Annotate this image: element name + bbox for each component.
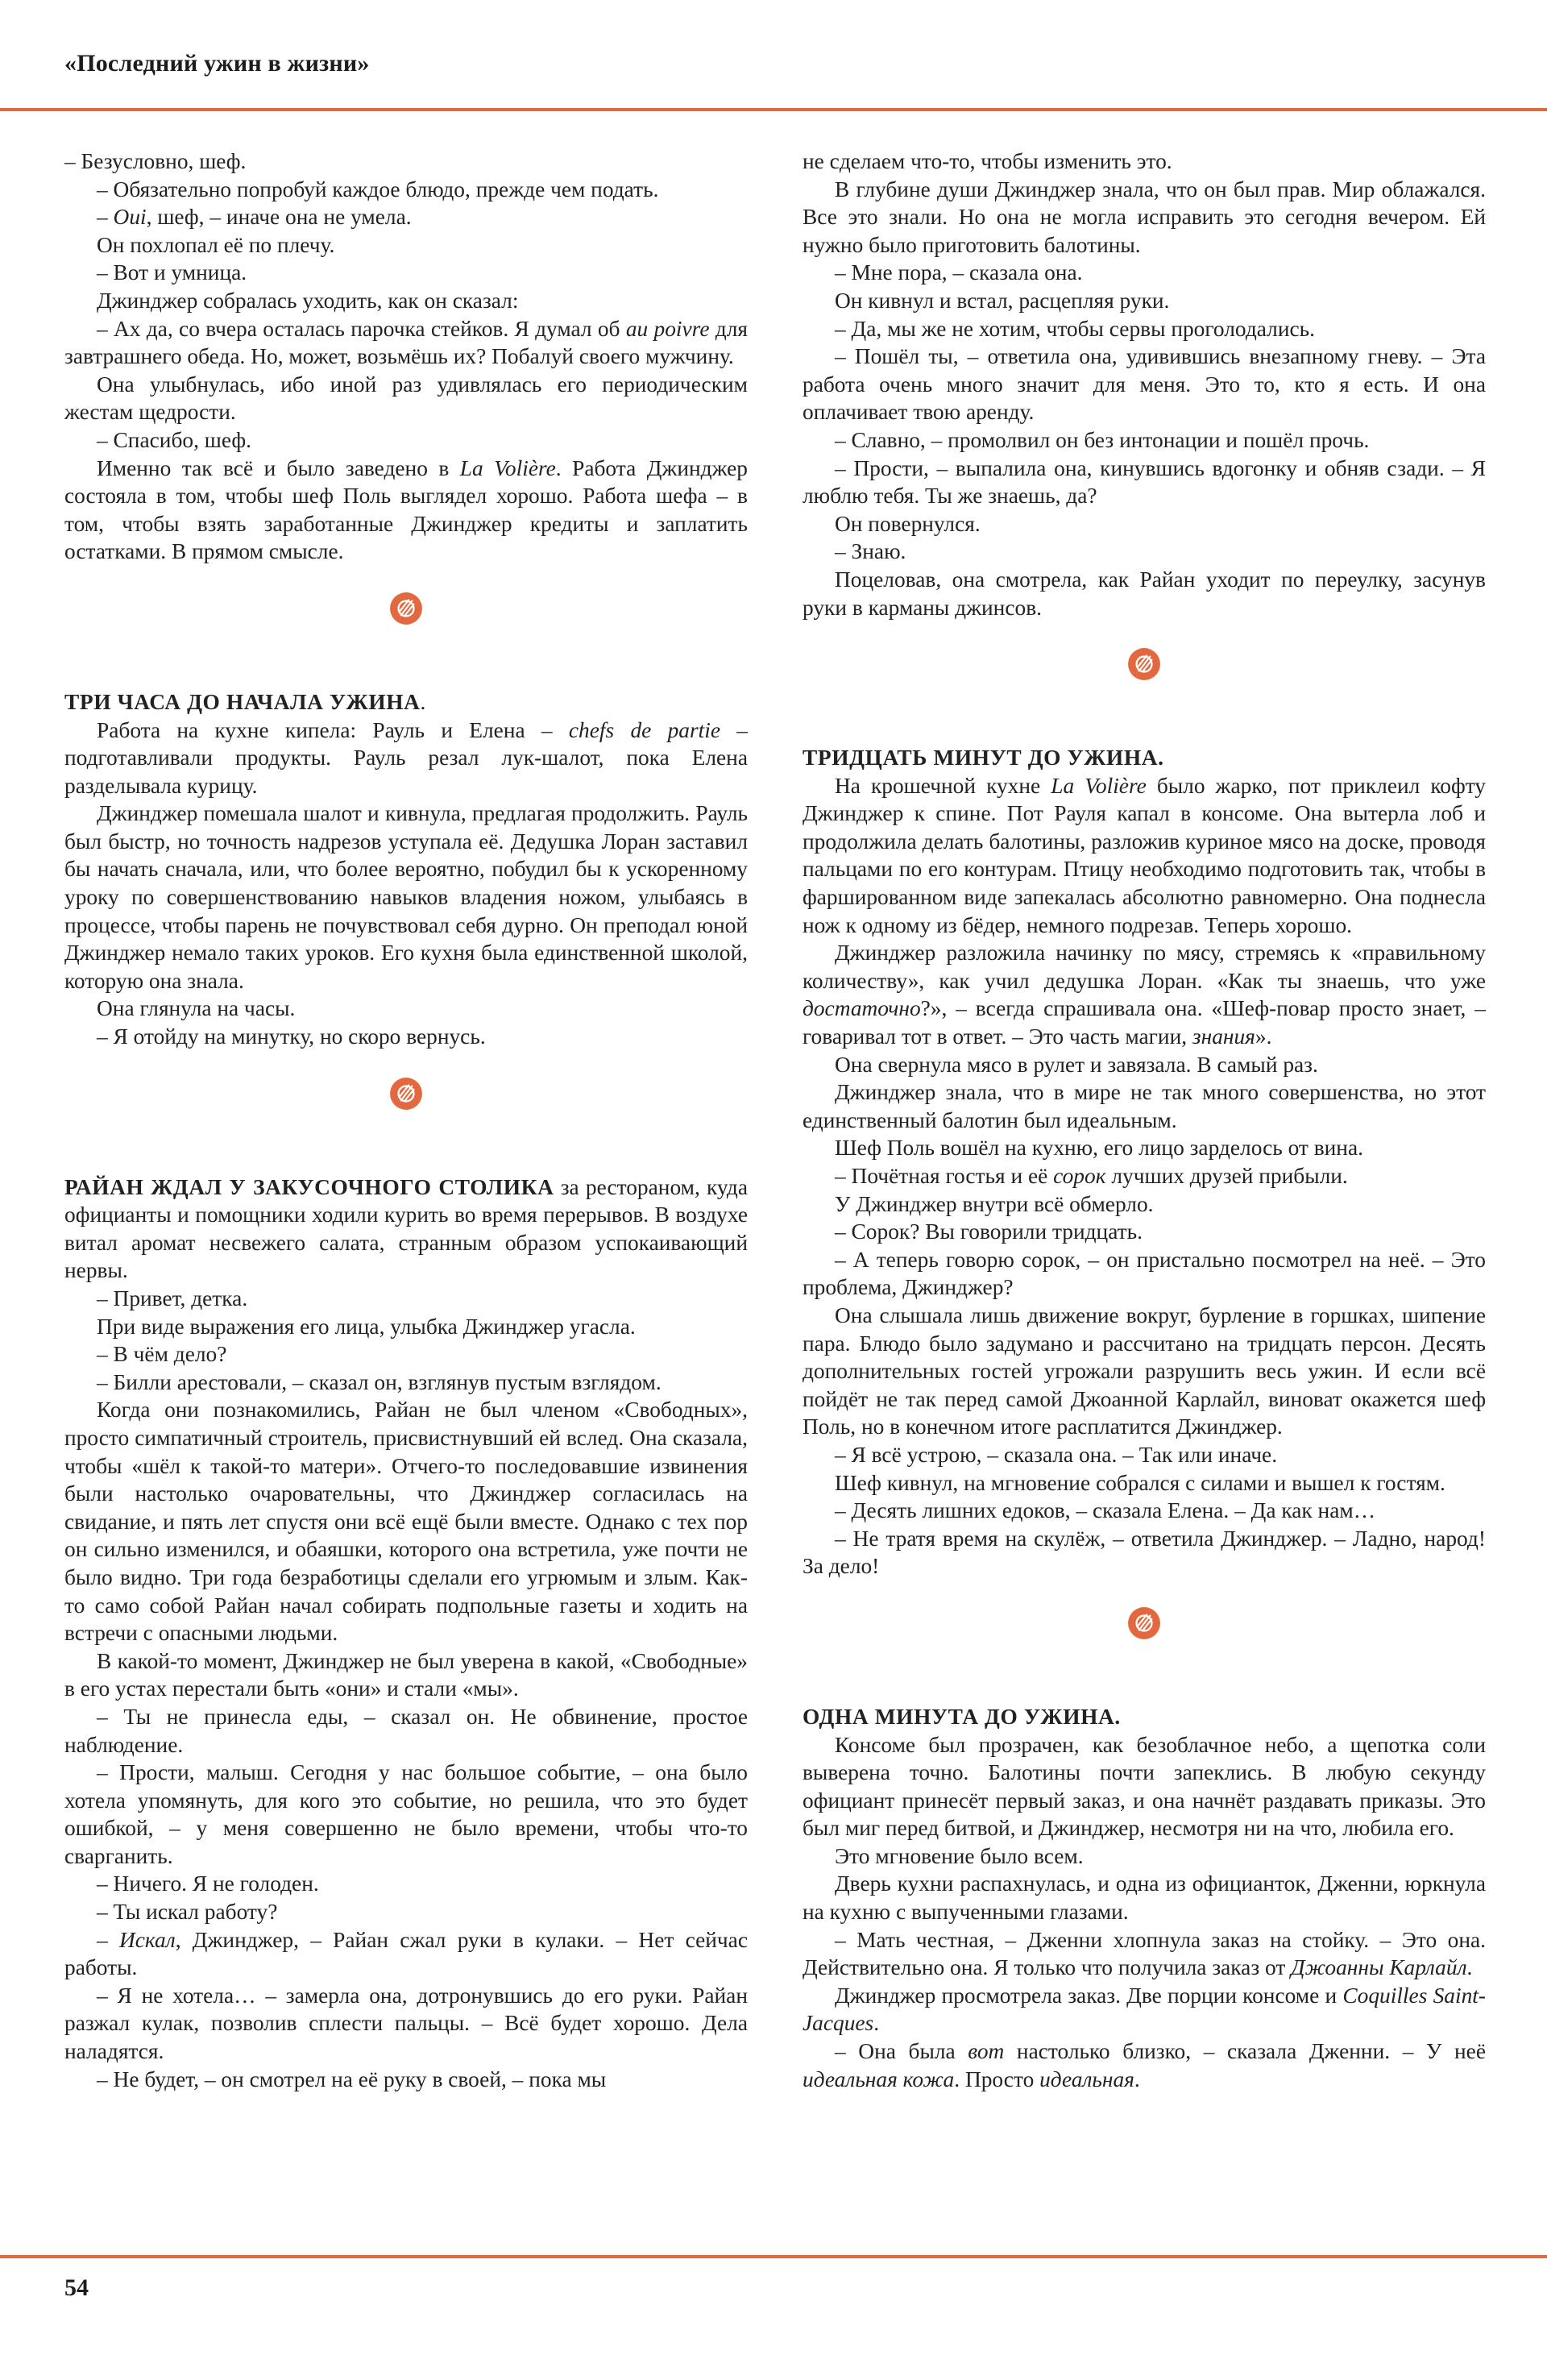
paragraph bbox=[64, 716, 748, 800]
text-run: Когда они познакомились, Райан не был членом «Свободных», просто симпатичный строитель, присвистнувший ей вслед. Она сказала, чтобы «шёл к такой-то матери». Отчего-то последовавшие извинения были настолько очаровательны, что Джинджер согласилась на свидание, и пять лет спустя они всё ещё были вместе. Однако с тех пор он сильно изменился, и обаяшки, которого она встретила, уже почти не было видно. Три года безработицы сделали его угрюмым и злым. Как-то само собой Райан начал собирать подпольные газеты и ходить на встречи с опасными людьми. bbox=[64, 1398, 748, 1646]
text-run: за рестораном, куда официанты и помощники ходили курить во время перерывов. В воздухе витал аромат несвежего салата, странным образом успокаивающий нервы. bbox=[64, 1174, 748, 1283]
text-run: настолько близко, – сказала Дженни. – У неё bbox=[1004, 2039, 1486, 2064]
text-run: Джинджер знала, что в мире не так много совершенства, но этот единственный балотин был идеальным. bbox=[803, 1080, 1486, 1132]
text-run: – bbox=[97, 205, 114, 230]
text-run: Она свернула мясо в рулет и завязала. В самый раз. bbox=[835, 1052, 1318, 1077]
paragraph bbox=[64, 147, 748, 176]
left-column bbox=[64, 147, 748, 2093]
text-run: Джинджер собралась уходить, как он сказал: bbox=[97, 288, 519, 313]
paragraph bbox=[803, 566, 1486, 621]
right-column bbox=[803, 147, 1486, 2093]
paragraph bbox=[64, 203, 748, 231]
paragraph bbox=[64, 2066, 748, 2094]
paragraph bbox=[803, 939, 1486, 1050]
paragraph bbox=[803, 510, 1486, 538]
text-run: – Обязательно попробуй каждое блюдо, прежде чем подать. bbox=[97, 177, 659, 201]
text-run: – Ничего. Я не голоден. bbox=[97, 1871, 319, 1896]
paragraph bbox=[803, 287, 1486, 315]
orange-medallion-icon bbox=[1127, 1606, 1161, 1640]
paragraph bbox=[803, 1134, 1486, 1162]
text-run: Она глянула на часы. bbox=[97, 996, 296, 1021]
text-run: – Не будет, – он смотрел на её руку в своей, – пока мы bbox=[97, 2066, 607, 2091]
paragraph bbox=[803, 772, 1486, 940]
text-run: Джинджер разложила начинку по мясу, стремясь к «правильному количеству», как учил дедушка Лоран. «Как ты знаешь, что уже bbox=[803, 941, 1486, 993]
paragraph bbox=[803, 1051, 1486, 1079]
italic-text: вот bbox=[968, 2039, 1005, 2064]
paragraph bbox=[803, 315, 1486, 343]
text-run: . Просто bbox=[954, 2066, 1040, 2091]
text-run: ТРИДЦАТЬ МИНУТ ДО УЖИНА. bbox=[803, 746, 1164, 770]
section-divider bbox=[803, 621, 1486, 707]
italic-text: идеальная bbox=[1039, 2066, 1134, 2091]
text-run: не сделаем что-то, чтобы изменить это. bbox=[803, 149, 1172, 173]
paragraph bbox=[64, 1023, 748, 1051]
paragraph bbox=[64, 1759, 748, 1870]
paragraph bbox=[64, 176, 748, 204]
section-heading bbox=[803, 1703, 1486, 1731]
text-run: Работа на кухне кипела: Рауль и Елена – bbox=[97, 717, 569, 742]
paragraph bbox=[803, 1731, 1486, 1842]
text-run: Именно так всё и было заведено в bbox=[97, 455, 460, 480]
paragraph bbox=[64, 1369, 748, 1397]
paragraph bbox=[803, 1246, 1486, 1302]
italic-text: знания bbox=[1192, 1024, 1255, 1049]
orange-medallion-icon bbox=[1127, 647, 1161, 681]
text-run: – Спасибо, шеф. bbox=[97, 427, 251, 452]
paragraph bbox=[803, 538, 1486, 566]
text-run: Она улыбнулась, ибо иной раз удивлялась его периодическим жестам щедрости. bbox=[64, 372, 748, 425]
paragraph bbox=[64, 426, 748, 455]
italic-text: Искал bbox=[118, 1927, 176, 1952]
paragraph bbox=[803, 1078, 1486, 1134]
text-run: Он повернулся. bbox=[835, 511, 981, 536]
paragraph bbox=[64, 315, 748, 371]
text-run: . bbox=[1466, 1955, 1473, 1980]
paragraph bbox=[803, 259, 1486, 287]
text-run: – Привет, детка. bbox=[97, 1286, 248, 1310]
text-run: – Ты не принесла еды, – сказал он. Не обвинение, простое наблюдение. bbox=[64, 1704, 748, 1757]
running-header: «Последний ужин в жизни» bbox=[64, 50, 370, 77]
text-run: – Сорок? Вы говорили тридцать. bbox=[835, 1219, 1143, 1244]
italic-text: La Volière bbox=[1051, 773, 1147, 798]
text-run: Шеф Поль вошёл на кухню, его лицо зарделось от вина. bbox=[835, 1136, 1363, 1161]
paragraph bbox=[803, 1497, 1486, 1525]
text-run: РАЙАН ЖДАЛ У ЗАКУСОЧНОГО СТОЛИКА bbox=[64, 1174, 554, 1199]
text-run: было жарко, пот приклеил кофту Джинджер к спине. Пот Рауля капал в консоме. Она вытерла лоб и продолжила делать балотины, разложив куриное мясо на доске, проводя пальцами по его контурам. Птицу необходимо подготовить так, чтобы в фаршированном виде запекалась абсолютно равномерно. Она поднесла нож к одному из бёдер, немного подрезав. Теперь хорошо. bbox=[803, 773, 1487, 937]
text-run: – Знаю. bbox=[835, 539, 906, 564]
text-run: – В чём дело? bbox=[97, 1342, 227, 1367]
paragraph bbox=[64, 1926, 748, 1982]
text-run: – Прости, – выпалила она, кинувшись вдогонку и обняв сзади. – Я люблю тебя. Ты же знаешь, да? bbox=[803, 455, 1486, 509]
text-run: . bbox=[420, 689, 426, 714]
paragraph bbox=[64, 995, 748, 1023]
paragraph bbox=[64, 1340, 748, 1369]
paragraph bbox=[803, 1218, 1486, 1246]
text-run: – Я отойду на минутку, но скоро вернусь. bbox=[97, 1024, 486, 1049]
text-run: – Пошёл ты, – ответила она, удивившись внезапному гневу. – Эта работа очень много значит для меня. Это то, кто я есть. И она оплачивает твою аренду. bbox=[803, 344, 1486, 425]
text-run: ?», – всегда спрашивала она. «Шеф-повар просто знает, – говаривал тот в ответ. – Это часть магии, bbox=[803, 996, 1486, 1049]
orange-medallion-icon bbox=[389, 1077, 423, 1111]
italic-text: Джоанны Карлайл bbox=[1291, 1955, 1467, 1980]
text-run: , шеф, – иначе она не умела. bbox=[146, 205, 412, 230]
footer-rule bbox=[0, 2255, 1547, 2258]
paragraph bbox=[803, 1926, 1486, 1982]
text-run: – Славно, – промолвил он без интонации и пошёл прочь. bbox=[835, 427, 1370, 452]
text-run: Она слышала лишь движение вокруг, бурление в горшках, шипение пара. Блюдо было задумано и рассчитано на тридцать персон. Десять дополнительных гостей угрожали разрушить весь ужин. И если всё пойдёт не так перед самой Джоанной Карлайл, виноват окажется шеф Поль, но в конечном итоге расплатится Джинджер. bbox=[803, 1302, 1486, 1439]
paragraph bbox=[803, 176, 1486, 260]
italic-text: chefs de partie bbox=[568, 717, 721, 742]
paragraph bbox=[803, 1162, 1486, 1190]
text-run: – Не тратя время на скулёж, – ответила Джинджер. – Ладно, народ! За дело! bbox=[803, 1526, 1486, 1579]
text-run: . Работа Джинджер состояла в том, чтобы шеф Поль выглядел хорошо. Работа шефа – в том, чтобы взять заработанные Джинджер кредиты и заплатить остатками. В прямом смысле. bbox=[64, 455, 748, 564]
paragraph bbox=[803, 1982, 1486, 2037]
paragraph bbox=[64, 1703, 748, 1759]
text-run: – Она была bbox=[835, 2039, 968, 2064]
text-run: Он похлопал её по плечу. bbox=[97, 232, 335, 257]
text-run: – Вот и умница. bbox=[97, 260, 247, 285]
paragraph bbox=[803, 1441, 1486, 1469]
paragraph bbox=[803, 1870, 1486, 1925]
text-run: Поцеловав, она смотрела, как Райан уходит по переулку, засунув руки в карманы джинсов. bbox=[803, 567, 1486, 620]
text-run: Консоме был прозрачен, как безоблачное небо, а щепотка соли выверена точно. Балотины почти запеклись. В любую секунду официант принесёт первый заказ, и она начнёт раздавать приказы. Это был миг перед битвой, и Джинджер, несмотря ни на что, любила его. bbox=[803, 1732, 1486, 1841]
text-run: – Ты искал работу? bbox=[97, 1900, 278, 1925]
text-run: – Десять лишних едоков, – сказала Елена. – Да как нам… bbox=[835, 1498, 1376, 1523]
paragraph bbox=[803, 1525, 1486, 1580]
text-run: Джинджер помешала шалот и кивнула, предлагая продолжить. Рауль был быстр, но точность надрезов уступала её. Дедушка Лоран заставил бы начать сначала, или, что более вероятно, побудил бы к ускоренному уроку по совершенствованию навыков владения ножом, улыбаясь в процессе, чтобы парень не почувствовал себя дурно. Он преподал юной Джинджер немало таких уроков. Его кухня была единственной школой, которую она знала. bbox=[64, 801, 748, 993]
section-heading bbox=[64, 688, 748, 716]
paragraph bbox=[64, 259, 748, 287]
header-rule bbox=[0, 108, 1547, 111]
text-run: В какой-то момент, Джинджер не был уверена в какой, «Свободные» в его устах перестали быть «они» и стали «мы». bbox=[64, 1648, 748, 1701]
paragraph bbox=[64, 1898, 748, 1926]
text-run: – Да, мы же не хотим, чтобы сервы проголодались. bbox=[835, 316, 1315, 341]
text-run: – Мне пора, – сказала она. bbox=[835, 260, 1083, 285]
paragraph bbox=[64, 231, 748, 260]
text-run: для завтрашнего обеда. Но, может, возьмёшь их? Побалуй своего мужчину. bbox=[64, 316, 748, 369]
text-run: – Ах да, со вчера осталась парочка стейков. Я думал об bbox=[97, 316, 626, 341]
text-run: – Почётная гостья и её bbox=[835, 1164, 1054, 1188]
paragraph bbox=[803, 343, 1486, 426]
section-divider bbox=[803, 1580, 1486, 1666]
text-run: ТРИ ЧАСА ДО НАЧАЛА УЖИНА bbox=[64, 689, 421, 714]
italic-text: au poivre bbox=[625, 316, 710, 341]
italic-text: Oui bbox=[113, 205, 147, 230]
text-run: ОДНА МИНУТА ДО УЖИНА. bbox=[803, 1704, 1121, 1729]
paragraph bbox=[803, 455, 1486, 510]
paragraph bbox=[64, 371, 748, 426]
italic-text: La Volière bbox=[459, 455, 556, 480]
text-run: – Билли арестовали, – сказал он, взглянув пустым взглядом. bbox=[97, 1369, 662, 1394]
text-run: Шеф кивнул, на мгновение собрался с силами и вышел к гостям. bbox=[835, 1470, 1445, 1495]
italic-text: сорок bbox=[1053, 1164, 1106, 1188]
text-run: У Джинджер внутри всё обмерло. bbox=[835, 1191, 1154, 1216]
section-divider bbox=[64, 566, 748, 651]
paragraph bbox=[64, 455, 748, 566]
italic-text: идеальная кожа bbox=[803, 2066, 955, 2091]
paragraph bbox=[803, 1469, 1486, 1497]
text-run: На крошечной кухне bbox=[835, 773, 1051, 798]
text-run: Он кивнул и встал, расцепляя руки. bbox=[835, 288, 1170, 313]
paragraph bbox=[64, 1285, 748, 1313]
text-run: – Прости, малыш. Сегодня у нас большое событие, – она было хотела упомянуть, для кого это событие, но решила, что это будет ошибкой, – у меня совершенно не было времени, чтобы что-то сварганить. bbox=[64, 1760, 748, 1868]
text-run: – Я всё устрою, – сказала она. – Так или иначе. bbox=[835, 1442, 1278, 1467]
text-run: – Мать честная, – Дженни хлопнула заказ на стойку. – Это она. Действительно она. Я только что получила заказ от bbox=[803, 1927, 1486, 1980]
text-run: . bbox=[1134, 2066, 1140, 2091]
text-run: При виде выражения его лица, улыбка Джинджер угасла. bbox=[97, 1314, 636, 1339]
text-run: – Я не хотела… – замерла она, дотронувшись до его руки. Райан разжал кулак, позволив сплести пальцы. – Всё будет хорошо. Дела наладятся. bbox=[64, 1983, 748, 2064]
text-run: В глубине души Джинджер знала, что он был прав. Мир облажался. Все это знали. Но она не могла исправить это сегодня вечером. Ей нужно было приготовить балотины. bbox=[803, 177, 1486, 257]
text-run: Дверь кухни распахнулась, и одна из официанток, Дженни, юркнула на кухню с выпученными глазами. bbox=[803, 1871, 1486, 1925]
paragraph bbox=[64, 1982, 748, 2066]
paragraph bbox=[64, 1870, 748, 1898]
text-run: Это мгновение было всем. bbox=[835, 1843, 1084, 1868]
section-heading bbox=[64, 1173, 748, 1285]
text-run: – подготавливали продукты. Рауль резал лук-шалот, пока Елена разделывала курицу. bbox=[64, 717, 748, 798]
paragraph bbox=[64, 1396, 748, 1647]
paragraph bbox=[803, 1302, 1486, 1441]
text-run: – bbox=[97, 1927, 119, 1952]
paragraph bbox=[64, 800, 748, 995]
text-run: Джинджер просмотрела заказ. Две порции консоме и bbox=[835, 1983, 1343, 2008]
italic-text: Coquilles Saint-Jacques bbox=[803, 1983, 1486, 2036]
section-heading bbox=[803, 744, 1486, 772]
text-run: . bbox=[873, 2011, 880, 2036]
paragraph bbox=[64, 287, 748, 315]
text-run: – А теперь говорю сорок, – он пристально посмотрел на неё. – Это проблема, Джинджер? bbox=[803, 1247, 1486, 1300]
paragraph bbox=[803, 1190, 1486, 1219]
paragraph bbox=[803, 426, 1486, 455]
text-run: , Джинджер, – Райан сжал руки в кулаки. – Нет сейчас работы. bbox=[64, 1927, 748, 1980]
italic-text: достаточно bbox=[803, 996, 921, 1021]
paragraph bbox=[64, 1647, 748, 1703]
text-run: ». bbox=[1255, 1024, 1272, 1049]
paragraph bbox=[803, 147, 1486, 176]
paragraph bbox=[803, 2037, 1486, 2093]
text-run: лучших друзей прибыли. bbox=[1105, 1164, 1348, 1188]
orange-medallion-icon bbox=[389, 592, 423, 625]
text-run: – Безусловно, шеф. bbox=[64, 149, 247, 173]
section-divider bbox=[64, 1051, 748, 1136]
paragraph bbox=[803, 1842, 1486, 1871]
page-number: 54 bbox=[64, 2274, 89, 2301]
paragraph bbox=[64, 1313, 748, 1341]
